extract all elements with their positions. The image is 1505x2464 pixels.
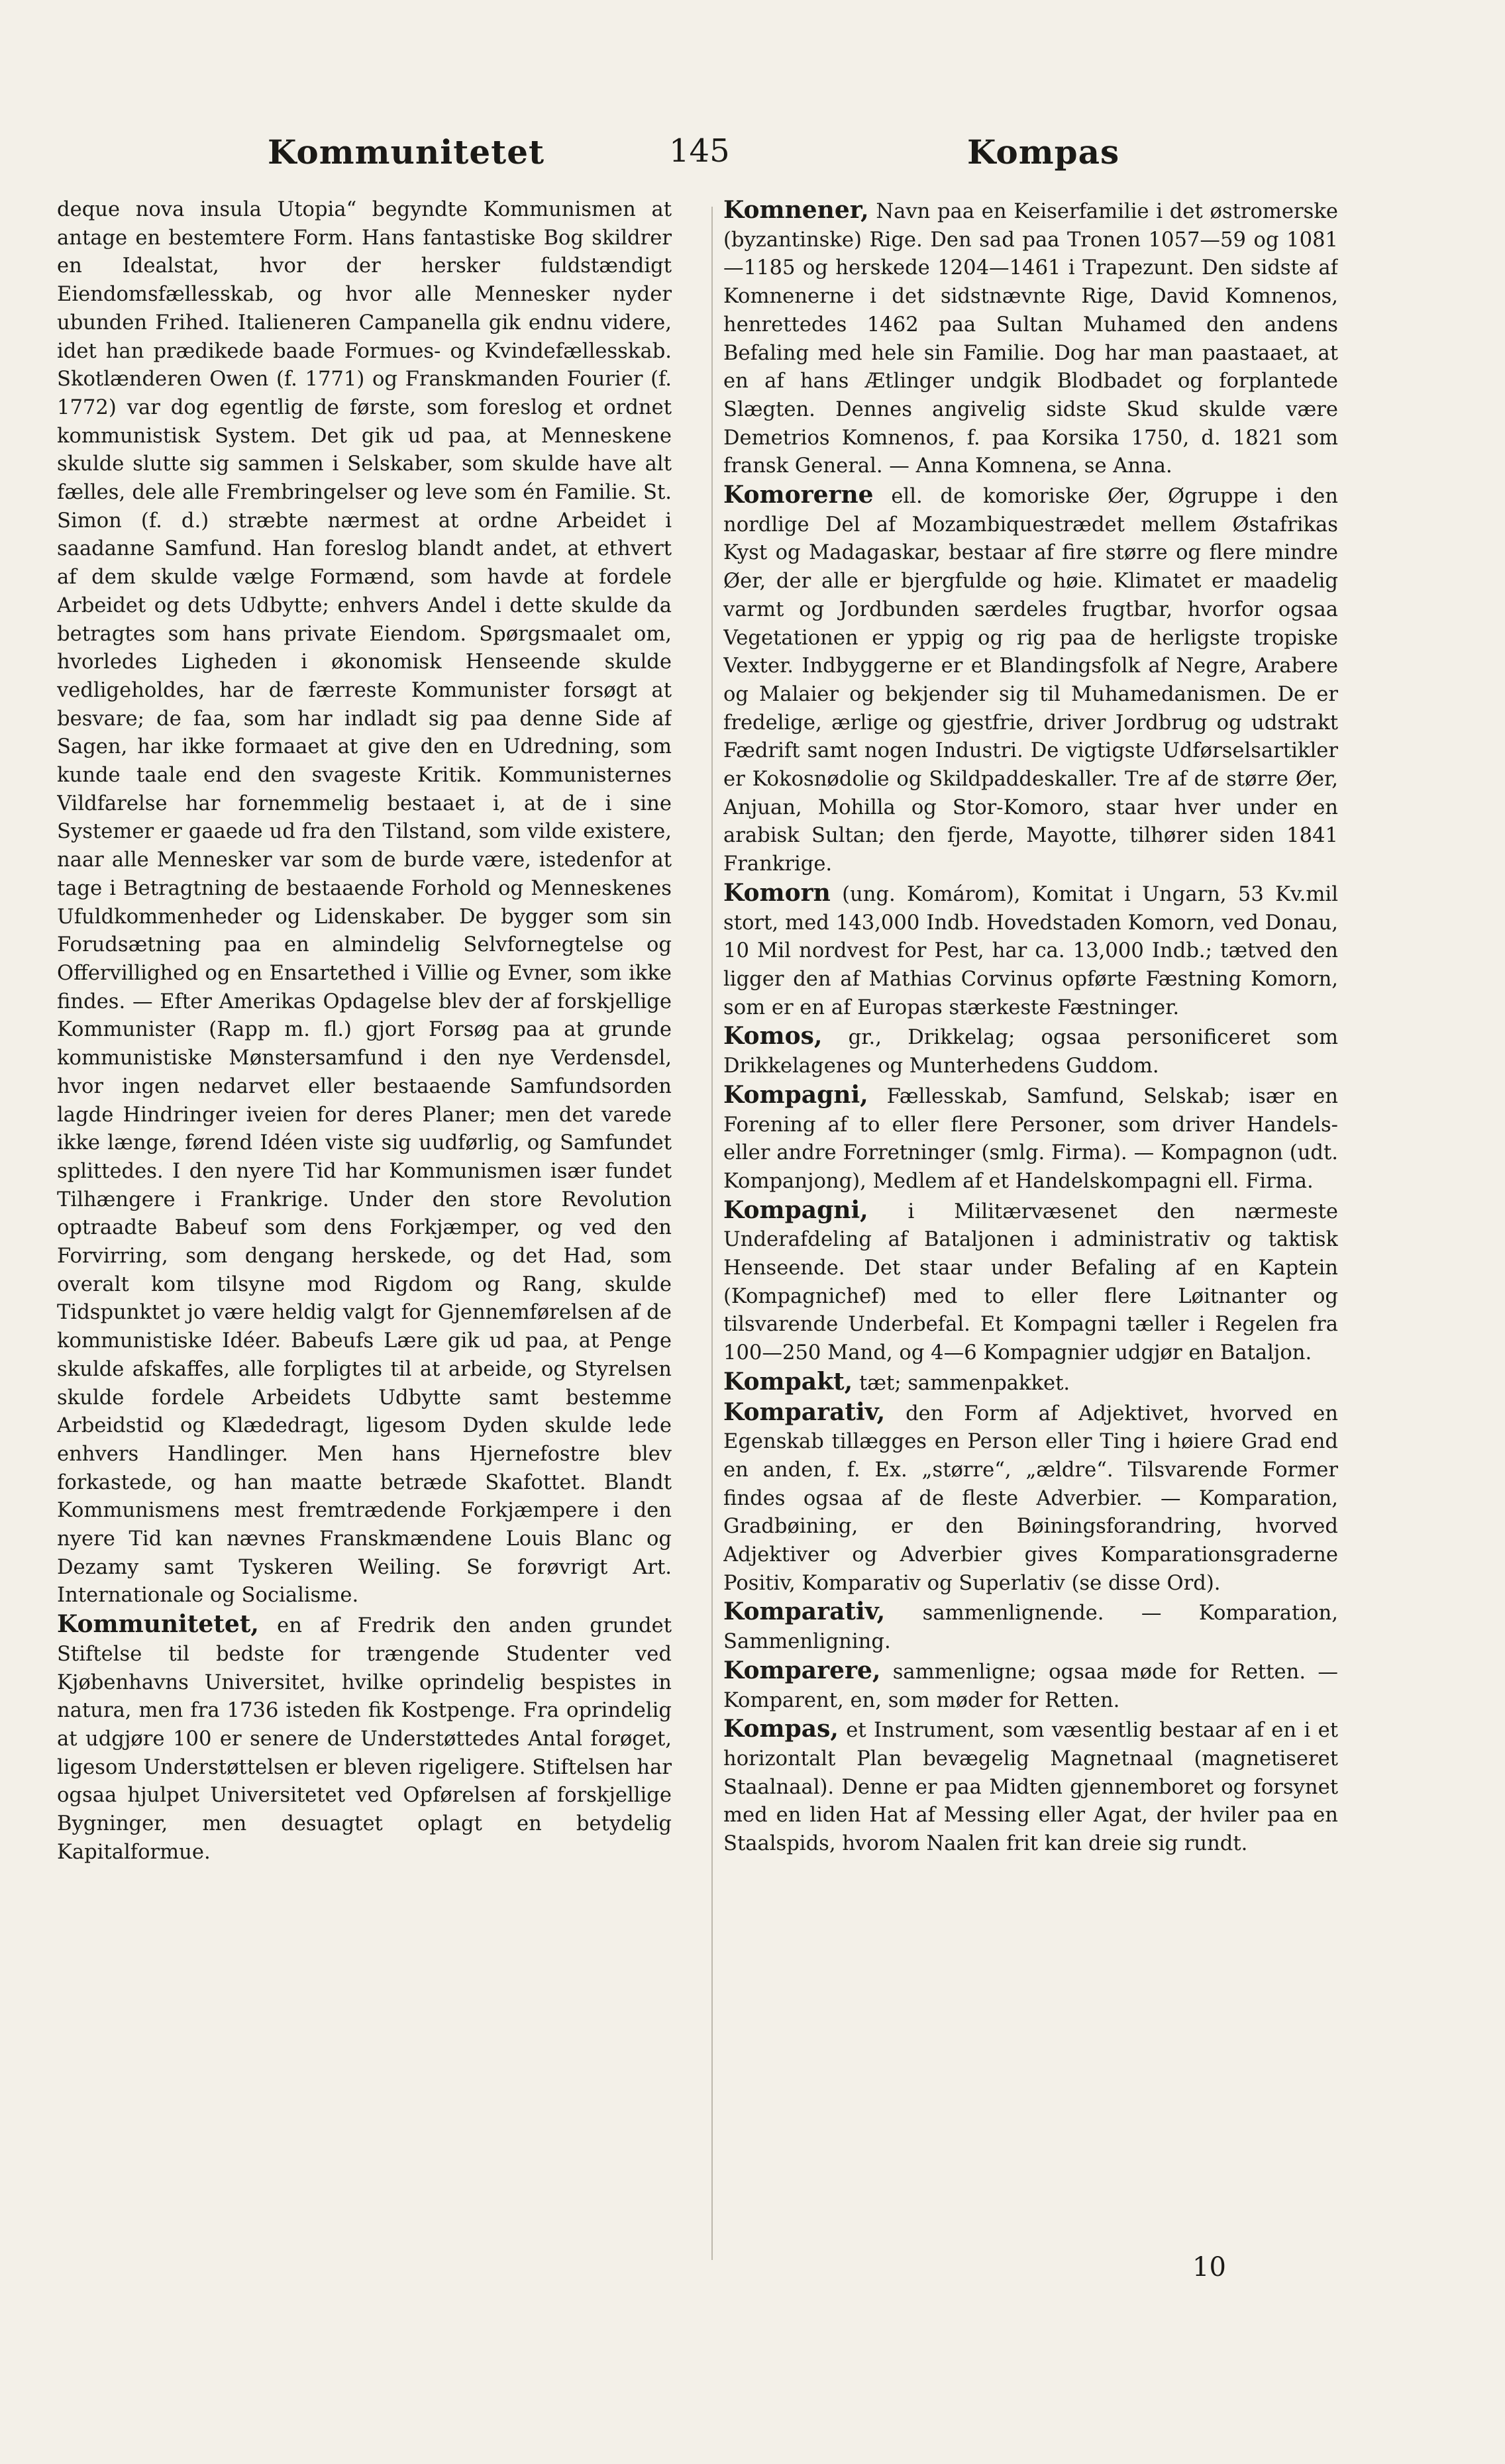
headword: Kommunitetet, [57,1610,259,1639]
entry-text: i Militærvæsenet den nærmeste Underafdeling af Bataljonen i administrativ og taktisk Henseende. Det staar under Befaling af en Kaptein (Kompagnichef) med to eller flere Løitnanter og tilsvarende Underbefal. Et Kompagni tæller i Regelen fra 100—250 Mand, og 4—6 Kompagnier udgjør en Bataljon. [723,1200,1338,1365]
right-column [723,196,1338,2263]
entry-text: en af Fredrik den anden grundet Stiftelse til bedste for trængende Studenter ved Kjøbenhavns Universitet, hvilke oprindelig bespistes in natura, men fra 1736 isteden fik Kostpenge. Fra oprindelig at udgjøre 100 er senere de Understøttedes Antal forøget, ligesom Understøttelsen er bleven rigeligere. Stiftelsen har ogsaa hjulpet Universitetet ved Opførelsen af forskjellige Bygninger, men desuagtet oplagt en betydelig Kapitalformue. [57,1614,672,1864]
entry-komorn [723,879,1338,1023]
entry-text: et Instrument, som væsentlig bestaar af en i et horizontalt Plan bevægelig Magnetnaal (magnetiseret Staalnaal). Denne er paa Midten gjennemboret og forsynet med en liden Hat af Messing eller Agat, der hviler paa en Staalspids, hvorom Naalen frit kan dreie sig rundt. [723,1719,1338,1856]
entry-text: (ung. Komárom), Komitat i Ungarn, 53 Kv.mil stort, med 143,000 Indb. Hovedstaden Komorn, ved Donau, 10 Mil nordvest for Pest, har ca. 13,000 Indb.; tætved den ligger den af Mathias Corvinus opførte Fæstning Komorn, som er en af Europas stærkeste Fæstninger. [723,882,1338,1019]
entry-kompagni-1 [723,1081,1338,1196]
entry-kompagni-2 [723,1196,1338,1368]
entry-kompas [723,1715,1338,1859]
entry-text: Navn paa en Keiserfamilie i det østromerske (byzantinske) Rige. Den sad paa Tronen 1057—59 og 1081—1185 og herskede 1204—1461 i Trapezunt. Den sidste af Komnenerne i det sidstnævnte Rige, David Komnenos, henrettedes 1462 paa Sultan Muhamed den andens Befaling med hele sin Familie. Dog har man paastaaet, at en af hans Ætlinger undgik Blodbadet og forplantede Slægten. Dennes angivelig sidste Skud skulde være Demetrios Komnenos, f. paa Korsika 1750, d. 1821 som fransk General. — Anna Komnena, se Anna. [723,200,1338,478]
kommunisme-continuation: deque nova insula Utopia“ begyndte Kommunismen at antage en bestemtere Form. Hans fantastiske Bog skildrer en Idealstat, hvor der hersker fuldstændigt Eiendomsfællesskab, og hvor alle Mennesker nyder ubunden Frihed. Italieneren Campanella gik endnu videre, idet han prædikede baade Formues- og Kvindefællesskab. Skotlænderen Owen (f. 1771) og Franskmanden Fourier (f. 1772) var dog egentlig de første, som foreslog et ordnet kommunistisk System. Det gik ud paa, at Menneskene skulde slutte sig sammen i Selskaber, som skulde have alt fælles, dele alle Frembringelser og leve som én Familie. St. Simon (f. d.) stræbte nærmest at ordne Arbeidet i saadanne Samfund. Han foreslog blandt andet, at ethvert af dem skulde vælge Formænd, som havde at fordele Arbeidet og dets Udbytte; enhvers Andel i dette skulde da betragtes som hans private Eiendom. Spørgsmaalet om, hvorledes Ligheden i økonomisk Henseende skulde vedligeholdes, har de færreste Kommunister forsøgt at besvare; de faa, som har indladt sig paa denne Side af Sagen, har ikke formaaet at give den en Udredning, som kunde taale end den svageste Kritik. Kommunisternes Vildfarelse har fornemmelig bestaaet i, at de i sine Systemer er gaaede ud fra den Tilstand, som vilde existere, naar alle Mennesker var som de burde være, istedenfor at tage i Betragtning de bestaaende Forhold og Menneskenes Ufuldkommenheder og Lidenskaber. De bygger som sin Forudsætning paa en almindelig Selvfornegtelse og Offervillighed og en Ensartethed i Villie og Evner, som ikke findes. — Efter Amerikas Opdagelse blev der af forskjellige Kommunister (Rapp m. fl.) gjort Forsøg paa at grunde kommunistiske Mønstersamfund i den nye Verdensdel, hvor ingen nedarvet eller bestaaende Samfundsorden lagde Hindringer iveien for deres Planer; men det varede ikke længe, førend Idéen viste sig uudførlig, og Samfundet splittedes. I den nyere Tid har Kommunismen især fundet Tilhængere i Frankrige. Under den store Revolution optraadte Babeuf som dens Forkjæmper, og ved den Forvirring, som dengang herskede, og det Had, som overalt kom tilsyne mod Rigdom og Rang, skulde Tidspunktet jo være heldig valgt for Gjennemførelsen af de kommunistiske Idéer. Babeufs Lære gik ud paa, at Penge skulde afskaffes, alle forpligtes til at arbeide, og Styrelsen skulde fordele Arbeidets Udbytte samt bestemme Arbeidstid og Klædedragt, ligesom Dyden skulde lede enhvers Handlinger. Men hans Hjernefostre blev forkastede, og han maatte betræde Skafottet. Blandt Kommunismens mest fremtrædende Forkjæmpere i den nyere Tid kan nævnes Franskmændene Louis Blanc og Dezamy samt Tyskeren Weiling. Se forøvrigt Art. Internationale og Socialisme. [57,198,672,1608]
entry-text: Fællesskab, Samfund, Selskab; især en Forening af to eller flere Personer, som driver Handels- eller andre Forretninger (smlg. Firma). — Kompagnon (udt. Kompanjong), Medlem af et Handelskompagni ell. Firma. [723,1084,1338,1193]
entry-text: sammenligne; ogsaa møde for Retten. — Komparent, en, som møder for Retten. [723,1660,1338,1712]
right-running-headword: Kompas [967,132,1120,172]
headword: Komos, [723,1022,823,1051]
entry-komnener [723,196,1338,481]
headword: Komorn [723,878,831,907]
entry-komparativ-2 [723,1598,1338,1656]
entry-text: gr., Drikkelag; ogsaa personificeret som Drikkelagenes og Munterhedens Guddom. [723,1026,1338,1078]
headword: Komorerne [723,481,874,509]
left-running-headword: Kommunitetet [268,132,545,172]
signature-mark: 10 [1192,2252,1226,2283]
entry-text: ell. de komoriske Øer, Øgruppe i den nordlige Del af Mozambiquestrædet mellem Østafrikas Kyst og Madagaskar, bestaar af fire større og flere mindre Øer, der alle er bjergfulde og høie. Klimatet er maadelig varmt og Jordbunden særdeles frugtbar, hvorfor ogsaa Vegetationen er yppig og rig paa de herligste tropiske Vexter. Indbyggerne er et Blandingsfolk af Negre, Arabere og Malaier og bekjender sig til Muhamedanismen. De er fredelige, ærlige og gjestfrie, driver Jordbrug og udstrakt Fædrift samt nogen Industri. De vigtigste Udførselsartikler er Kokosnødolie og Skildpaddeskaller. Tre af de større Øer, Anjuan, Mohilla og Stor-Komoro, staar hver under en arabisk Sultan; den fjerde, Mayotte, tilhører siden 1841 Frankrige. [723,485,1338,876]
entry-komorerne [723,481,1338,879]
headword: Kompakt, [723,1367,853,1396]
headword: Komnener, [723,196,869,224]
entry-komparere [723,1657,1338,1715]
left-column [57,196,672,2263]
entry-komos [723,1022,1338,1080]
headword: Kompas, [723,1715,839,1743]
page-header [0,132,1505,185]
headword: Kompagni, [723,1080,868,1109]
entry-kompakt [723,1368,1338,1398]
entry-text: sammenlignende. — Komparation, Sammenligning. [723,1602,1338,1654]
entry-kommunitetet [57,1610,672,1867]
entry-text: den Form af Adjektivet, hvorved en Egenskab tillægges en Person eller Ting i høiere Grad end en anden, f. Ex. „større“, „ældre“. Tilsvarende Former findes ogsaa af de fleste Adverbier. — Komparation, Gradbøining, er den Bøiningsforandring, hvorved Adjektiver og Adverbier gives Komparationsgraderne Positiv, Komparativ og Superlativ (se disse Ord). [723,1402,1338,1595]
headword: Komparativ, [723,1398,886,1426]
entry-komparativ-1 [723,1398,1338,1598]
headword: Komparativ, [723,1598,886,1626]
page-number: 145 [669,132,730,170]
entry-text: tæt; sammenpakket. [853,1371,1070,1395]
column-divider [711,207,713,2260]
headword: Kompagni, [723,1196,868,1224]
headword: Komparere, [723,1656,881,1684]
